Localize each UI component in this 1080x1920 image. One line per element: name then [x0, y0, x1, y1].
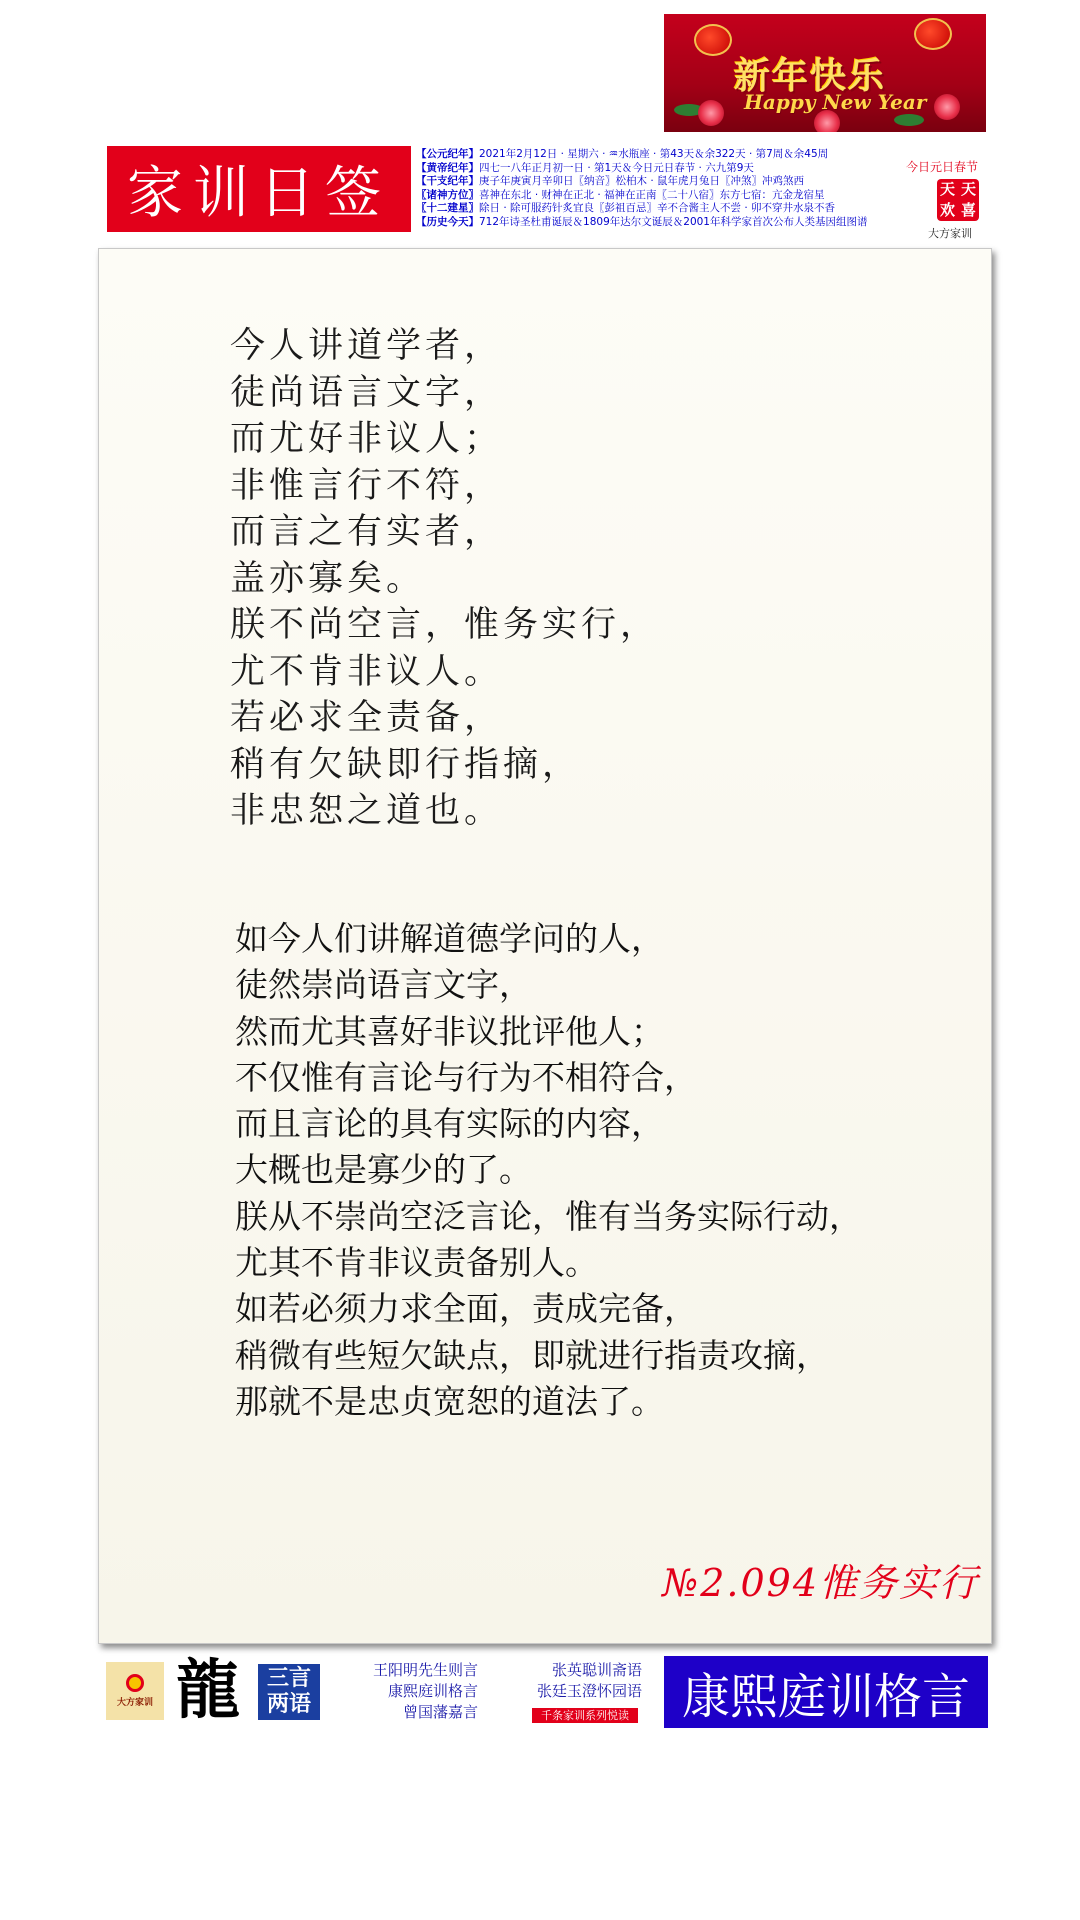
lantern-icon — [694, 24, 732, 56]
translation-line: 徒然崇尚语言文字， — [235, 965, 532, 1005]
info-row — [416, 189, 936, 203]
info-text: 庚子年庚寅月辛卯日〖纳音〗松柏木 · 鼠年虎月兔日〖冲煞〗冲鸡煞西 — [479, 175, 805, 188]
info-tag: 【干支纪年】 — [416, 175, 479, 188]
translation-line: 那就不是忠贞宽恕的道法了。 — [235, 1381, 664, 1421]
classical-line: 盖亦寡矣。 — [230, 558, 426, 599]
info-text: 712年诗圣杜甫诞辰＆1809年达尔文诞辰＆2001年科学家首次公布人类基因组图谱 — [479, 215, 868, 228]
logo-line: 三言 — [266, 1666, 311, 1691]
book-link[interactable]: 曾国藩嘉言 — [402, 1703, 478, 1721]
classical-line: 今人讲道学者， — [230, 326, 504, 366]
translation-line: 稍微有些短欠缺点，即就进行指责攻摘， — [235, 1335, 829, 1375]
translation-line: 大概也是寡少的了。 — [235, 1150, 532, 1190]
translation-text — [235, 916, 862, 1425]
info-tag: 【历史今天】 — [416, 215, 479, 228]
lantern-icon — [914, 18, 952, 50]
quote-paper — [98, 248, 992, 1644]
info-text: 2021年2月12日 · 星期六 · ♒水瓶座 · 第43天＆余322天 · 第7周＆余45周 — [479, 148, 829, 160]
book-list-left — [344, 1660, 478, 1723]
page-title: 家训日签 — [127, 161, 391, 226]
classical-line: 而尤好非议人； — [230, 419, 504, 459]
classical-line: 尤不肯非议人。 — [230, 651, 504, 692]
book-link[interactable]: 张廷玉澄怀园语 — [536, 1682, 642, 1700]
dragon-logo[interactable]: 龍 — [176, 1653, 240, 1728]
classical-line: 而言之有实者， — [230, 512, 504, 552]
info-tag: 【黄帝纪年】 — [416, 161, 479, 174]
sanyan-liangyu-logo[interactable] — [258, 1664, 320, 1720]
translation-line: 如今人们讲解道德学问的人， — [235, 919, 664, 958]
dafang-logo[interactable] — [106, 1662, 164, 1720]
seal-stamp — [937, 179, 979, 221]
book-link[interactable]: 张英聪训斋语 — [551, 1661, 642, 1679]
book-list-right — [508, 1660, 642, 1702]
classical-line: 朕不尚空言，惟务实行， — [230, 605, 660, 645]
translation-line: 然而尤其喜好非议批评他人； — [235, 1011, 664, 1051]
banner-title: 新年快乐 — [734, 55, 887, 97]
info-tag: 【公元纪年】 — [416, 148, 479, 160]
classical-line: 非惟言行不符， — [230, 465, 504, 506]
seal-char: 喜 — [960, 201, 976, 219]
quote-number-stamp: №2.094惟务实行 — [662, 1561, 979, 1605]
leaf-icon — [894, 114, 924, 126]
classical-line: 若必求全责备， — [230, 698, 504, 738]
classical-line: 稍有欠缺即行指摘， — [230, 744, 582, 785]
seal-char: 欢 — [939, 201, 955, 219]
classical-line: 非忠恕之道也。 — [230, 791, 504, 831]
info-row — [416, 162, 936, 176]
logo-text: 大方家训 — [116, 1698, 153, 1708]
info-row — [416, 148, 936, 162]
new-year-banner — [664, 14, 986, 132]
seal-caption: 大方家训 — [928, 227, 972, 240]
info-row — [416, 175, 936, 189]
info-text: 四七一八年正月初一日 · 第1天＆今日元日春节 · 六九第9天 — [479, 161, 754, 174]
book-link[interactable]: 康熙庭训格言 — [387, 1682, 478, 1700]
logo-line: 两语 — [266, 1692, 311, 1717]
book-link[interactable]: 王阳明先生则言 — [372, 1661, 478, 1679]
logo-ring-icon — [126, 1674, 144, 1692]
title-box — [107, 146, 411, 232]
info-text: 除日 · 除可服药针炙宜良〖彭祖百忌〗辛不合酱主人不尝 · 卯不穿井水泉不香 — [479, 202, 836, 215]
flower-icon — [698, 100, 724, 126]
translation-line: 而且言论的具有实际的内容， — [235, 1104, 664, 1144]
info-row — [416, 216, 936, 230]
book-title-box — [664, 1656, 988, 1728]
today-label: 今日元日春节 — [906, 160, 979, 174]
seal-char: 天 — [939, 180, 955, 198]
almanac-info — [416, 148, 936, 230]
translation-line: 尤其不肯非议责备别人。 — [235, 1243, 598, 1283]
flower-icon — [934, 94, 960, 120]
translation-line: 朕从不崇尚空泛言论，惟有当务实际行动， — [235, 1196, 862, 1236]
info-tag: 〖十二建星〗 — [416, 202, 479, 215]
info-text: 喜神在东北 · 财神在正北 · 福神在正南〖二十八宿〗东方七宿：亢金龙宿星 — [479, 188, 825, 201]
series-badge: 千条家训系列悦读 — [532, 1708, 638, 1723]
book-title: 康熙庭训格言 — [681, 1668, 970, 1725]
translation-line: 不仅惟有言论与行为不相符合， — [235, 1057, 697, 1097]
classical-line: 徒尚语言文字， — [230, 372, 504, 413]
info-tag: 〖诸神方位〗 — [416, 188, 479, 201]
banner-subtitle: Happy New Year — [744, 90, 927, 114]
seal-char: 天 — [960, 180, 976, 198]
classical-text — [230, 323, 659, 835]
translation-line: 如若必须力求全面，责成完备， — [235, 1289, 697, 1329]
info-row — [416, 202, 936, 216]
